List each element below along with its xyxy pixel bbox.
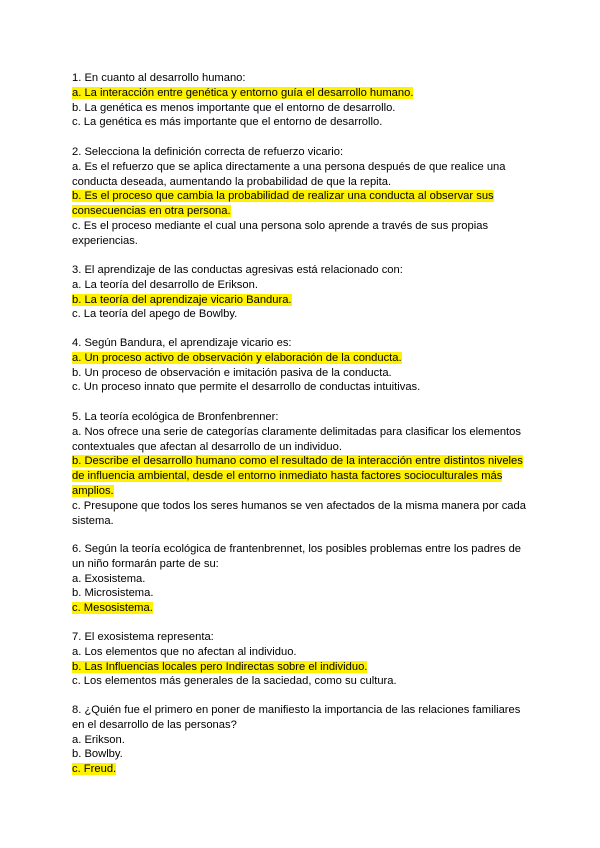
option-a — [72, 351, 532, 366]
question-stem: 2. Selecciona la definición correcta de refuerzo vicario: — [72, 146, 344, 158]
option-b — [72, 189, 532, 219]
question-3 — [72, 263, 532, 322]
question-4 — [72, 336, 532, 395]
option-c: c. Es el proceso mediante el cual una persona solo aprende a través de sus propias experiencias. — [72, 219, 489, 247]
question-stem: 4. Según Bandura, el aprendizaje vicario es: — [72, 337, 292, 349]
question-5 — [72, 410, 532, 528]
option-c: c. La genética es más importante que el entorno de desarrollo. — [72, 116, 383, 129]
option-b: b. La genética es menos importante que el entorno de desarrollo. — [72, 101, 396, 114]
option-a: a. Los elementos que no afectan al individuo. — [72, 645, 297, 658]
option-a: a. Erikson. — [72, 733, 125, 746]
question-7 — [72, 630, 532, 689]
option-a: a. La teoría del desarrollo de Erikson. — [72, 278, 258, 291]
option-c: c. Un proceso innato que permite el desarrollo de conductas intuitivas. — [72, 381, 421, 394]
option-b — [72, 660, 532, 675]
question-8 — [72, 703, 532, 777]
highlighted-answer: a. Un proceso activo de observación y elaboración de la conducta. — [72, 351, 402, 364]
option-c: c. La teoría del apego de Bowlby. — [72, 308, 238, 321]
highlighted-answer: b. Es el proceso que cambia la probabilidad de realizar una conducta al observar sus consecuencias en otra persona. — [72, 190, 494, 218]
question-1 — [72, 71, 532, 130]
question-2 — [72, 145, 532, 249]
option-a — [72, 86, 532, 101]
question-stem: 8. ¿Quién fue el primero en poner de manifiesto la importancia de las relaciones familiares en el desarrollo de las personas? — [72, 704, 521, 731]
option-c: c. Los elementos más generales de la saciedad, como su cultura. — [72, 675, 397, 688]
question-stem: 6. Según la teoría ecológica de frantenbrennet, los posibles problemas entre los padres de un niño formarán parte de su: — [72, 543, 522, 570]
highlighted-answer: b. La teoría del aprendizaje vicario Bandura. — [72, 293, 292, 306]
highlighted-answer: a. La interacción entre genética y entorno guía el desarrollo humano. — [72, 86, 414, 99]
option-c — [72, 762, 532, 777]
highlighted-answer: c. Freud. — [72, 763, 117, 776]
question-stem: 5. La teoría ecológica de Bronfenbrenner: — [72, 411, 279, 423]
option-b — [72, 454, 532, 498]
option-a: a. Es el refuerzo que se aplica directamente a una persona después de que realice una conducta deseada, aumentando la probabilidad de que la repita. — [72, 160, 506, 188]
highlighted-answer: b. Describe el desarrollo humano como el resultado de la interacción entre distintos niveles de influencia ambiental, desde el entorno inmediato hasta factores socioculturales más amplios. — [72, 455, 523, 497]
highlighted-answer: c. Mesosistema. — [72, 602, 153, 615]
option-c — [72, 601, 532, 616]
option-b — [72, 293, 532, 308]
option-b: b. Un proceso de observación e imitación pasiva de la conducta. — [72, 366, 392, 379]
option-b: b. Microsistema. — [72, 587, 154, 600]
option-a: a. Exosistema. — [72, 572, 146, 585]
option-c: c. Presupone que todos los seres humanos se ven afectados de la misma manera por cada sistema. — [72, 499, 526, 527]
highlighted-answer: b. Las Influencias locales pero Indirectas sobre el individuo. — [72, 660, 368, 673]
question-stem: 7. El exosistema representa: — [72, 631, 214, 643]
question-stem: 1. En cuanto al desarrollo humano: — [72, 72, 246, 84]
option-a: a. Nos ofrece una serie de categorías claramente delimitadas para clasificar los elementos contextuales que afectan al desarrollo de un individuo. — [72, 425, 521, 453]
question-6 — [72, 542, 532, 616]
question-stem: 3. El aprendizaje de las conductas agresivas está relacionado con: — [72, 264, 403, 276]
option-b: b. Bowlby. — [72, 748, 123, 761]
